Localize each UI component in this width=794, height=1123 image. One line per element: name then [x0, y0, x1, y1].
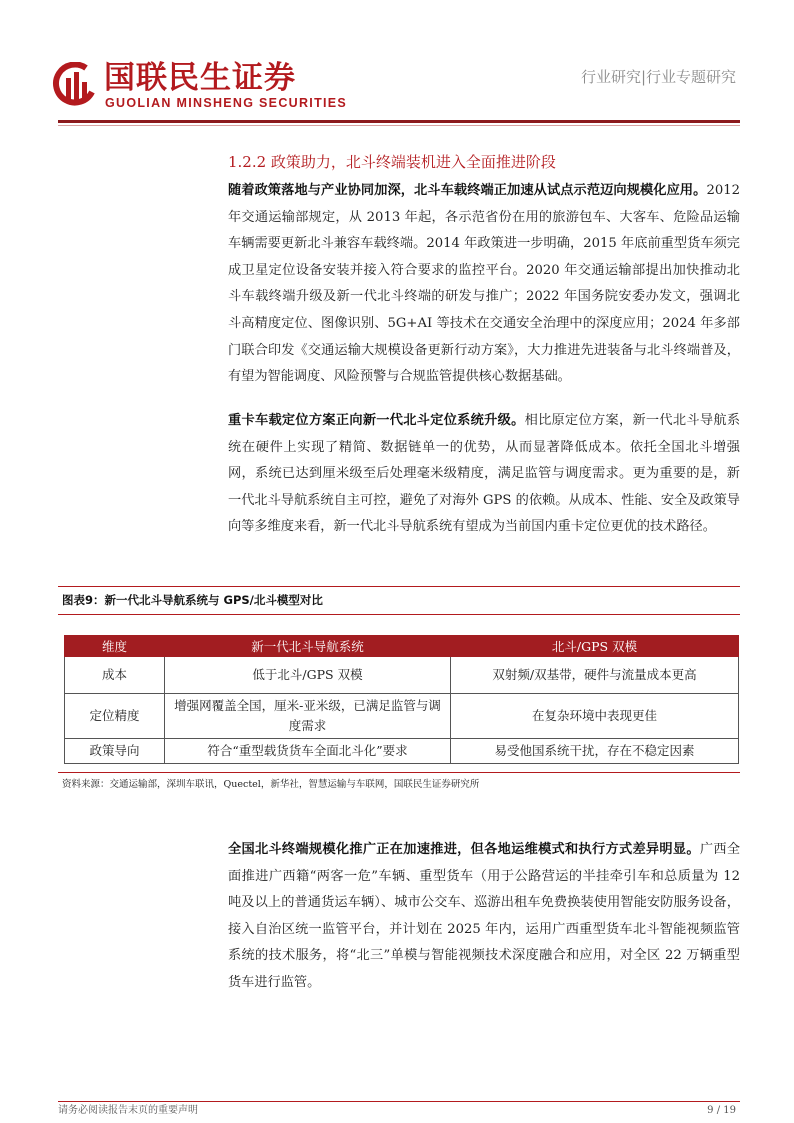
footer-disclaimer: 请务必阅读报告末页的重要声明	[58, 1105, 198, 1116]
table-header-cell: 北斗/GPS 双模	[451, 636, 739, 657]
paragraph-lead: 随着政策落地与产业协同加深，北斗车载终端正加速从试点示范迈向规模化应用。	[228, 183, 707, 198]
table-row	[65, 657, 739, 694]
table-row	[65, 694, 739, 739]
figure-caption: 图表9：新一代北斗导航系统与 GPS/北斗模型对比	[62, 593, 323, 607]
comparison-table	[64, 635, 739, 764]
table-cell: 易受他国系统干扰，存在不稳定因素	[451, 739, 739, 764]
paragraph-rollout	[228, 837, 740, 997]
header-divider-thin	[58, 125, 740, 126]
table-cell: 定位精度	[65, 694, 165, 739]
figure-top-rule	[58, 586, 740, 587]
figure-source: 资料来源：交通运输部，深圳车联讯，Quectel，新华社，智慧运输与车联网，国联民生证券研究所	[62, 779, 480, 790]
section-title: 1.2.2 政策助力，北斗终端装机进入全面推进阶段	[228, 153, 556, 171]
header-divider	[58, 120, 740, 123]
footer-divider	[58, 1101, 740, 1102]
paragraph-body: 2012 年交通运输部规定，从 2013 年起，各示范省份在用的旅游包车、大客车、危险品运输车辆需要更新北斗兼容车载终端。2014 年政策进一步明确，2015 年底前重型货车须完成卫星定位设备安装并接入符合要求的监控平台。2020 年交通运输部提出加快推动北斗车载终端升级及新一代北斗终端的研发与推广；2022 年国务院安委办发文，强调北斗高精度定位、图像识别、5G+AI 等技术在交通安全治理中的深度应用；2024 年多部门联合印发《交通运输大规模设备更新行动方案》，大力推进先进装备与北斗终端普及，有望为智能调度、风险预警与合规监管提供核心数据基础。	[228, 183, 740, 385]
table-cell: 符合“重型载货货车全面北斗化”要求	[165, 739, 451, 764]
table-cell: 成本	[65, 657, 165, 694]
paragraph-policy	[228, 178, 740, 391]
table-cell: 增强网覆盖全国，厘米-亚米级，已满足监管与调度需求	[165, 694, 451, 739]
logo-english-name: GUOLIAN MINSHENG SECURITIES	[105, 96, 348, 110]
logo-chinese-name: 国联民生证券	[104, 60, 296, 96]
figure-caption-rule	[58, 614, 740, 615]
report-category: 行业研究|行业专题研究	[580, 68, 736, 86]
paragraph-body: 广西全面推进广西籍“两客一危”车辆、重型货车（用于公路营运的半挂牵引车和总质量为 12 吨及以上的普通货运车辆）、城市公交车、巡游出租车免费换装使用智能安防服务设备，接入自治区统一监管平台，并计划在 2025 年内，运用广西重型货车北斗智能视频监管系统的技术服务，将“北三”单模与智能视频技术深度融合和应用，对全区 22 万辆重型货车进行监管。	[228, 842, 741, 990]
table-row	[65, 739, 739, 764]
paragraph-upgrade	[228, 408, 740, 541]
source-rule	[58, 772, 740, 773]
table-header-cell: 维度	[65, 636, 165, 657]
table-header-row	[65, 636, 739, 657]
paragraph-lead: 重卡车载定位方案正向新一代北斗定位系统升级。	[228, 413, 525, 428]
paragraph-lead: 全国北斗终端规模化推广正在加速推进，但各地运维模式和执行方式差异明显。	[228, 842, 700, 857]
table-cell: 政策导向	[65, 739, 165, 764]
paragraph-body: 相比原定位方案，新一代北斗导航系统在硬件上实现了精简、数据链单一的优势，从而显著降低成本。依托全国北斗增强网，系统已达到厘米级至后处理毫米级精度，满足监管与调度需求。更为重要的是，新一代北斗导航系统自主可控，避免了对海外 GPS 的依赖。从成本、性能、安全及政策导向等多维度来看，新一代北斗导航系统有望成为当前国内重卡定位更优的技术路径。	[228, 413, 741, 535]
table-cell: 低于北斗/GPS 双模	[165, 657, 451, 694]
company-logo-icon	[52, 62, 98, 108]
page-number: 9 / 19	[707, 1105, 736, 1116]
table-header-cell: 新一代北斗导航系统	[165, 636, 451, 657]
table-cell: 在复杂环境中表现更佳	[451, 694, 739, 739]
table-cell: 双射频/双基带，硬件与流量成本更高	[451, 657, 739, 694]
